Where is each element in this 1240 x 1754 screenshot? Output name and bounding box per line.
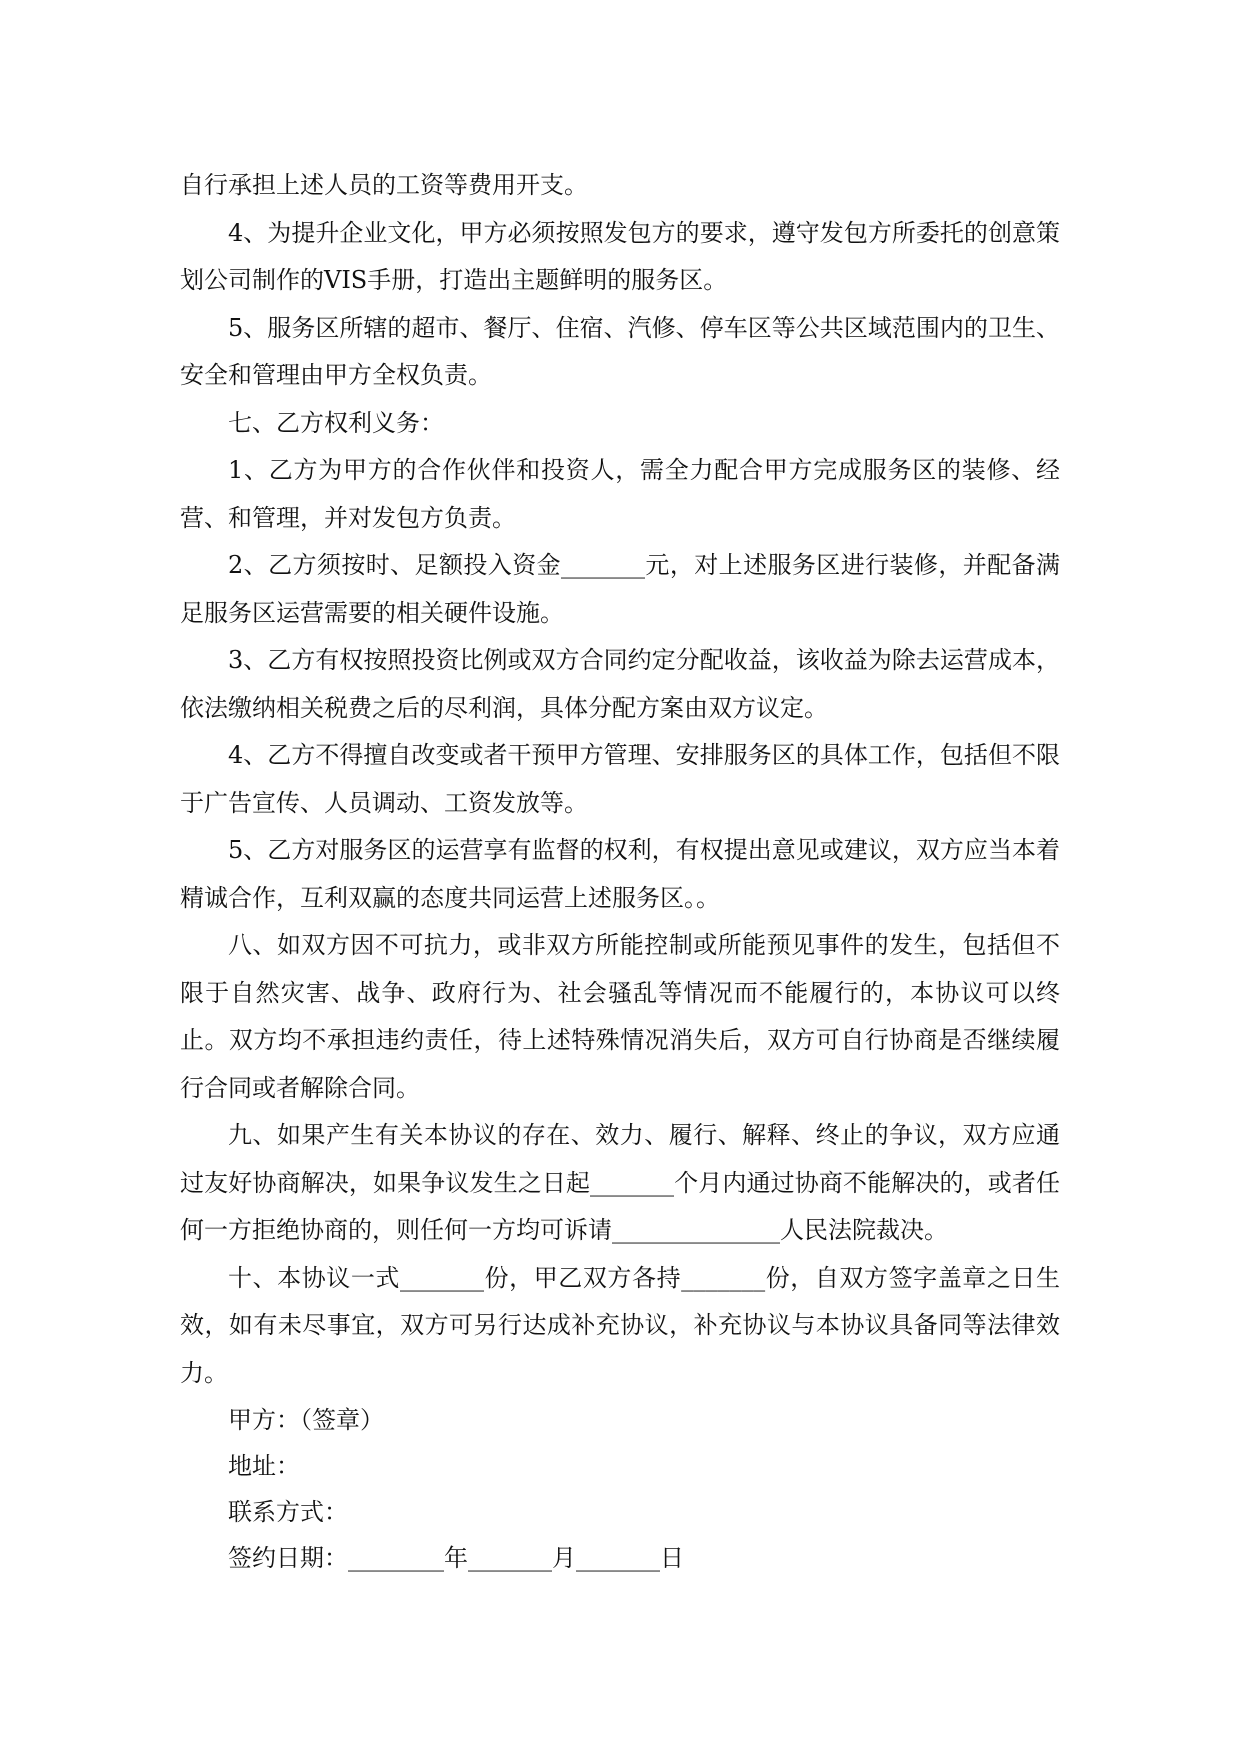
document-body: [180, 162, 1060, 1581]
clause-7-2: 2、乙方须按时、足额投入资金_______元，对上述服务区进行装修，并配备满足服务区运营需要的相关硬件设施。: [180, 551, 1060, 627]
clause-7-3: 3、乙方有权按照投资比例或双方合同约定分配收益，该收益为除去运营成本，依法缴纳相关税费之后的尽利润，具体分配方案由双方议定。: [180, 646, 1060, 722]
signing-date-line: 签约日期：________年_______月_______日: [228, 1544, 684, 1572]
clause-7-4: 4、乙方不得擅自改变或者干预甲方管理、安排服务区的具体工作，包括但不限于广告宣传、人员调动、工资发放等。: [180, 741, 1060, 817]
clause-6-5: 5、服务区所辖的超市、餐厅、住宿、汽修、停车区等公共区域范围内的卫生、安全和管理由甲方全权负责。: [180, 313, 1060, 389]
clause-7-1: 1、乙方为甲方的合作伙伴和投资人，需全力配合甲方完成服务区的装修、经营、和管理，并对发包方负责。: [180, 456, 1060, 532]
section-9-dispute: 九、如果产生有关本协议的存在、效力、履行、解释、终止的争议，双方应通过友好协商解决，如果争议发生之日起_______个月内通过协商不能解决的，或者任何一方拒绝协商的，则任何一方均可诉请______________人民法院裁决。: [180, 1121, 1060, 1244]
section-10-copies: 十、本协议一式_______份，甲乙双方各持_______份，自双方签字盖章之日生效，如有未尽事宜，双方可另行达成补充协议，补充协议与本协议具备同等法律效力。: [180, 1263, 1060, 1387]
party-a-signature: 甲方：（签章）: [228, 1406, 384, 1434]
clause-7-5: 5、乙方对服务区的运营享有监督的权利，有权提出意见或建议，双方应当本着精诚合作，互利双赢的态度共同运营上述服务区。。: [180, 836, 1060, 912]
section-8-force-majeure: 八、如双方因不可抗力，或非双方所能控制或所能预见事件的发生，包括但不限于自然灾害、战争、政府行为、社会骚乱等情况而不能履行的，本协议可以终止。双方均不承担违约责任，待上述特殊情况消失后，双方可自行协商是否继续履行合同或者解除合同。: [180, 931, 1060, 1102]
signature-block: [180, 1397, 1060, 1581]
clause-6-4: 4、为提升企业文化，甲方必须按照发包方的要求，遵守发包方所委托的创意策划公司制作的VIS手册，打造出主题鲜明的服务区。: [180, 218, 1060, 294]
address-line: 地址：: [228, 1452, 300, 1480]
section-7-heading: 七、乙方权利义务：: [228, 408, 444, 437]
contact-line: 联系方式：: [228, 1498, 348, 1526]
paragraph-continuation: 自行承担上述人员的工资等费用开支。: [180, 171, 588, 199]
